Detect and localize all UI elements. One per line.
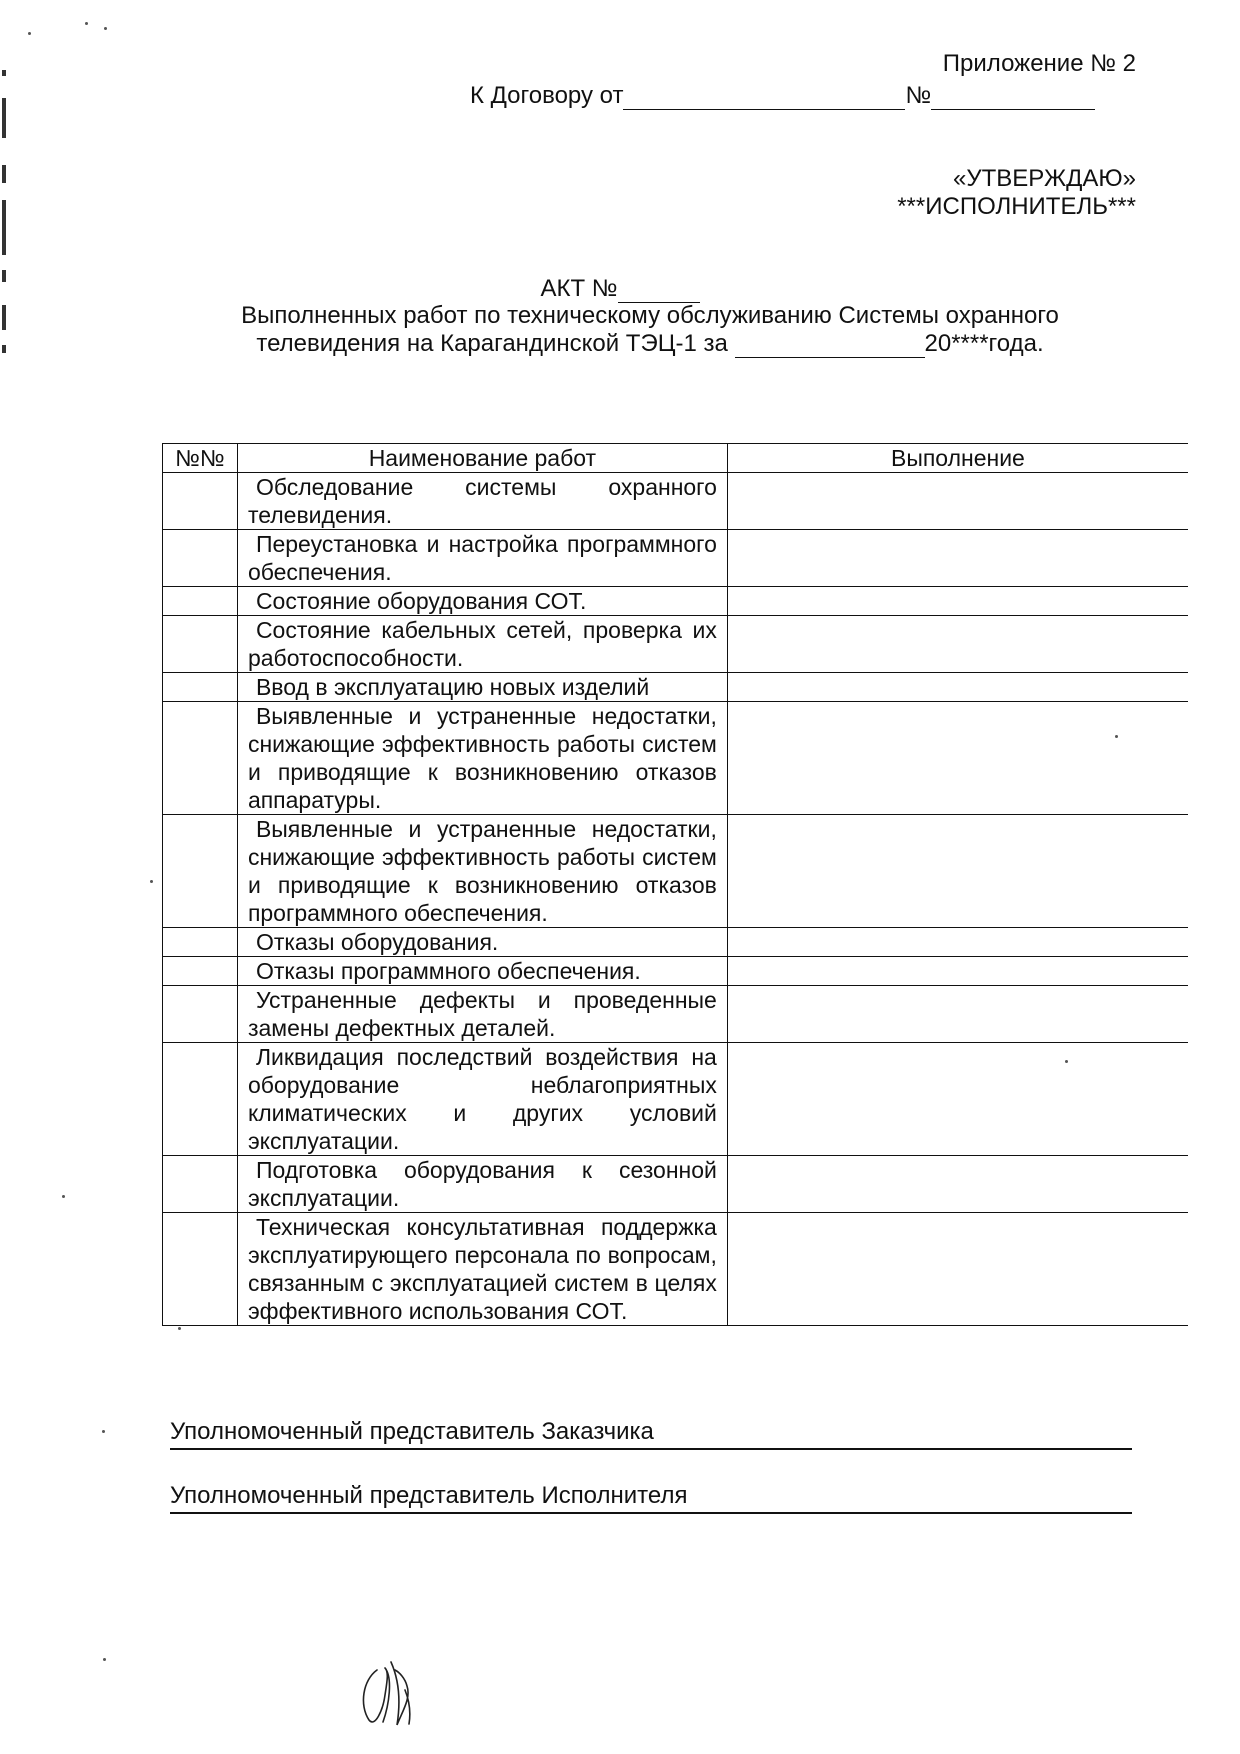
contract-number-blank (931, 87, 1095, 110)
row-work-text: Ввод в эксплуатацию новых изделий (255, 674, 650, 700)
customer-signature-line (170, 1418, 1132, 1450)
row-completion (727, 986, 1188, 1043)
row-work (237, 1156, 727, 1213)
table-row (163, 473, 1189, 530)
row-work (237, 1043, 727, 1156)
table-row (163, 702, 1189, 815)
table-header-row (163, 444, 1189, 473)
scan-speck (1115, 735, 1118, 738)
row-work-text: Состояние оборудования СОТ. (255, 588, 587, 614)
row-number (163, 957, 238, 986)
row-number (163, 587, 238, 616)
scan-speck (85, 22, 88, 25)
row-work (237, 530, 727, 587)
row-work (237, 702, 727, 815)
approval-block (897, 165, 1136, 221)
executor-signature-line (170, 1482, 1132, 1514)
table-row (163, 530, 1189, 587)
row-work-text: Отказы оборудования. (255, 929, 499, 955)
scan-speck (178, 1327, 181, 1330)
row-work (237, 673, 727, 702)
row-number (163, 530, 238, 587)
row-work-text: Отказы программного обеспечения. (255, 958, 641, 984)
contract-number-sign: № (905, 82, 932, 109)
table-row (163, 616, 1189, 673)
header-work-name: Наименование работ (237, 444, 727, 473)
row-work-text: Выявленные и устраненные недостатки, снижающие эффективность работы систем и приводящие к возникновению отказов программного обеспечения. (247, 816, 717, 926)
table-row (163, 986, 1189, 1043)
row-work (237, 616, 727, 673)
act-description (200, 302, 1100, 358)
act-title (0, 275, 1240, 303)
row-completion (727, 702, 1188, 815)
row-work (237, 473, 727, 530)
row-number (163, 473, 238, 530)
scan-speck (104, 27, 107, 30)
scan-speck (102, 1430, 105, 1433)
row-number (163, 616, 238, 673)
table-row (163, 673, 1189, 702)
row-completion (727, 473, 1188, 530)
contract-prefix: К Договору от (470, 82, 624, 109)
table-row (163, 815, 1189, 928)
table-row (163, 587, 1189, 616)
row-work-text: Выявленные и устраненные недостатки, снижающие эффективность работы систем и приводящие к возникновению отказов аппаратуры. (247, 703, 717, 813)
row-work (237, 1213, 727, 1326)
row-work-text: Состояние кабельных сетей, проверка их работоспособности. (247, 617, 717, 671)
row-work (237, 587, 727, 616)
appendix-label: Приложение № 2 (942, 50, 1136, 77)
row-number (163, 673, 238, 702)
row-work-text: Обследование системы охранного телевидения. (247, 474, 717, 528)
row-number (163, 1043, 238, 1156)
executor-signature-label: Уполномоченный представитель Исполнителя (170, 1482, 688, 1509)
customer-signature-label: Уполномоченный представитель Заказчика (170, 1418, 654, 1445)
row-completion (727, 616, 1188, 673)
row-completion (727, 673, 1188, 702)
table-row (163, 1213, 1189, 1326)
row-number (163, 702, 238, 815)
contract-date-blank (623, 87, 905, 110)
row-work-text: Переустановка и настройка программного обеспечения. (247, 531, 717, 585)
scan-speck (62, 1195, 65, 1198)
scan-speck (1065, 1060, 1068, 1063)
row-completion (727, 957, 1188, 986)
act-description-line1: Выполненных работ по техническому обслуживанию Системы охранного (241, 302, 1059, 329)
table-row (163, 957, 1189, 986)
row-completion (727, 1213, 1188, 1326)
row-number (163, 928, 238, 957)
act-title-prefix: АКТ № (540, 275, 618, 302)
row-work (237, 928, 727, 957)
row-completion (727, 1156, 1188, 1213)
row-work-text: Устраненные дефекты и проведенные замены дефектных деталей. (247, 987, 717, 1041)
row-work-text: Техническая консультативная поддержка эксплуатирующего персонала по вопросам, связанным с эксплуатацией систем в целях эффективного использования СОТ. (247, 1214, 717, 1324)
row-work (237, 815, 727, 928)
scan-speck (103, 1658, 106, 1661)
row-work-text: Подготовка оборудования к сезонной эксплуатации. (247, 1157, 717, 1211)
contract-reference (470, 82, 1095, 110)
scan-edge-artifact (2, 70, 6, 360)
row-number (163, 1213, 238, 1326)
row-number (163, 986, 238, 1043)
row-work (237, 957, 727, 986)
row-completion (727, 530, 1188, 587)
row-completion (727, 815, 1188, 928)
table-row (163, 928, 1189, 957)
act-description-line2 (200, 330, 1100, 358)
table-row (163, 1043, 1189, 1156)
handwritten-initials (355, 1650, 425, 1730)
row-work-text: Ликвидация последствий воздействия на оборудование неблагоприятных климатических и других условий эксплуатации. (247, 1044, 717, 1154)
header-completion: Выполнение (727, 444, 1188, 473)
act-period-blank (735, 335, 925, 358)
row-number (163, 815, 238, 928)
row-completion (727, 1043, 1188, 1156)
act-description-prefix: телевидения на Карагандинской ТЭЦ-1 за (256, 330, 728, 357)
scan-speck (150, 880, 153, 883)
scan-speck (28, 32, 31, 35)
row-work (237, 986, 727, 1043)
executor-label: ***ИСПОЛНИТЕЛЬ*** (897, 193, 1136, 220)
act-year-suffix: 20****года. (924, 330, 1044, 357)
header-number: №№ (163, 444, 238, 473)
row-completion (727, 928, 1188, 957)
row-completion (727, 587, 1188, 616)
row-number (163, 1156, 238, 1213)
act-number-blank (618, 280, 700, 303)
table-row (163, 1156, 1189, 1213)
works-table (162, 443, 1188, 1326)
approve-label: «УТВЕРЖДАЮ» (952, 165, 1136, 192)
